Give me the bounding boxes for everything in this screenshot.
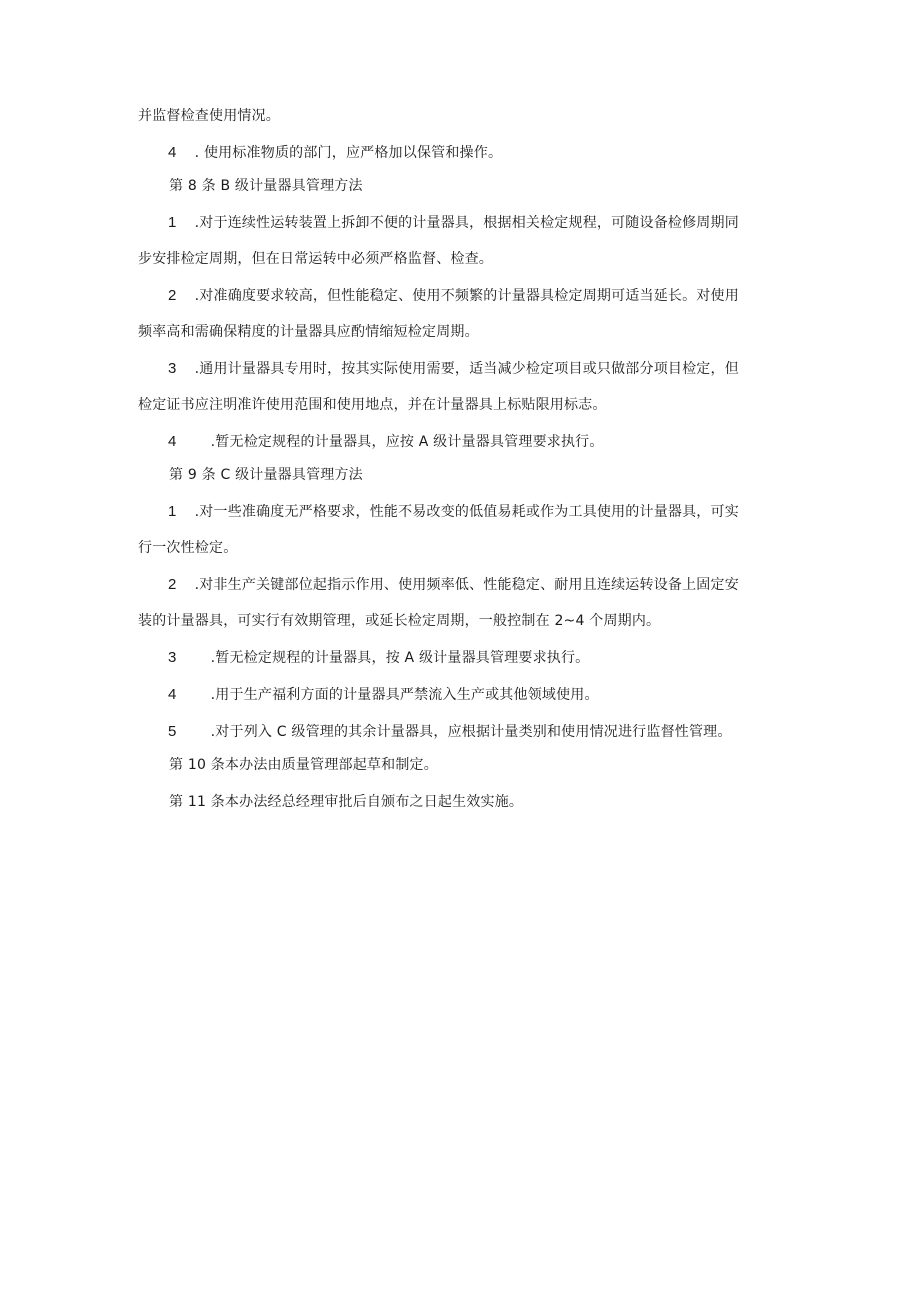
article-9-heading bbox=[138, 465, 784, 485]
article-11 bbox=[138, 792, 784, 812]
line-text: .对准确度要求较高，但性能稳定、使用不频繁的计量器具检定周期可适当延长。对使用 bbox=[194, 288, 739, 304]
line-text: .对于列入 C 级管理的其余计量器具，应根据计量类别和使用情况进行监督性管理。 bbox=[210, 724, 732, 740]
b-item-3-line-2 bbox=[138, 395, 784, 415]
line-text: . 使用标准物质的部门，应严格加以保管和操作。 bbox=[194, 145, 503, 161]
line-text: .用于生产福利方面的计量器具严禁流入生产或其他领域使用。 bbox=[210, 687, 599, 703]
b-item-2-line-2 bbox=[138, 322, 784, 342]
line-text: 行一次性检定。 bbox=[138, 540, 238, 556]
line-text: 第 8 条 B 级计量器具管理方法 bbox=[169, 178, 363, 194]
line-text: .暂无检定规程的计量器具，应按 A 级计量器具管理要求执行。 bbox=[210, 434, 604, 450]
line-text: .通用计量器具专用时，按其实际使用需要，适当减少检定项目或只做部分项目检定，但 bbox=[194, 361, 739, 377]
list-item-b-standard-materials bbox=[138, 143, 784, 163]
item-number: 4 bbox=[168, 433, 177, 450]
line-text: .暂无检定规程的计量器具，按 A 级计量器具管理要求执行。 bbox=[210, 650, 590, 666]
c-item-2-line-2 bbox=[138, 611, 784, 631]
article-8-heading bbox=[138, 176, 784, 196]
item-number: 3 bbox=[168, 649, 177, 666]
b-item-1-line-1 bbox=[138, 213, 784, 233]
item-number: 1 bbox=[168, 503, 177, 520]
item-number: 2 bbox=[168, 287, 177, 304]
c-item-4 bbox=[138, 685, 784, 705]
item-number: 1 bbox=[168, 214, 177, 231]
line-text: .对于连续性运转装置上拆卸不便的计量器具，根据相关检定规程，可随设备检修周期同 bbox=[194, 215, 739, 231]
line-text: 第 9 条 C 级计量器具管理方法 bbox=[169, 467, 363, 483]
c-item-2-line-1 bbox=[138, 575, 784, 595]
item-number: 4 bbox=[168, 144, 177, 161]
line-text: 检定证书应注明准许使用范围和使用地点，并在计量器具上标贴限用标志。 bbox=[138, 397, 607, 413]
c-item-3 bbox=[138, 648, 784, 668]
c-item-5 bbox=[138, 722, 784, 742]
line-text: 并监督检查使用情况。 bbox=[138, 108, 280, 124]
c-item-1-line-2 bbox=[138, 538, 784, 558]
line-text: 第 10 条本办法由质量管理部起草和制定。 bbox=[169, 757, 438, 773]
line-text: .对非生产关键部位起指示作用、使用频率低、性能稳定、耐用且连续运转设备上固定安 bbox=[194, 577, 739, 593]
b-item-4 bbox=[138, 432, 784, 452]
line-text: 频率高和需确保精度的计量器具应酌情缩短检定周期。 bbox=[138, 324, 479, 340]
line-text: 步安排检定周期，但在日常运转中必须严格监督、检查。 bbox=[138, 251, 493, 267]
c-item-1-line-1 bbox=[138, 502, 784, 522]
line-text: .对一些准确度无严格要求，性能不易改变的低值易耗或作为工具使用的计量器具，可实 bbox=[194, 504, 739, 520]
b-item-2-line-1 bbox=[138, 286, 784, 306]
item-number: 2 bbox=[168, 576, 177, 593]
item-number: 5 bbox=[168, 723, 177, 740]
line-text: 装的计量器具，可实行有效期管理，或延长检定周期，一般控制在 2~4 个周期内。 bbox=[138, 613, 661, 629]
item-number: 3 bbox=[168, 360, 177, 377]
text-line bbox=[138, 106, 784, 126]
item-number: 4 bbox=[168, 686, 177, 703]
b-item-3-line-1 bbox=[138, 359, 784, 379]
line-text: 第 11 条本办法经总经理审批后自颁布之日起生效实施。 bbox=[169, 794, 524, 810]
b-item-1-line-2 bbox=[138, 249, 784, 269]
article-10 bbox=[138, 755, 784, 775]
document-body bbox=[138, 106, 784, 812]
